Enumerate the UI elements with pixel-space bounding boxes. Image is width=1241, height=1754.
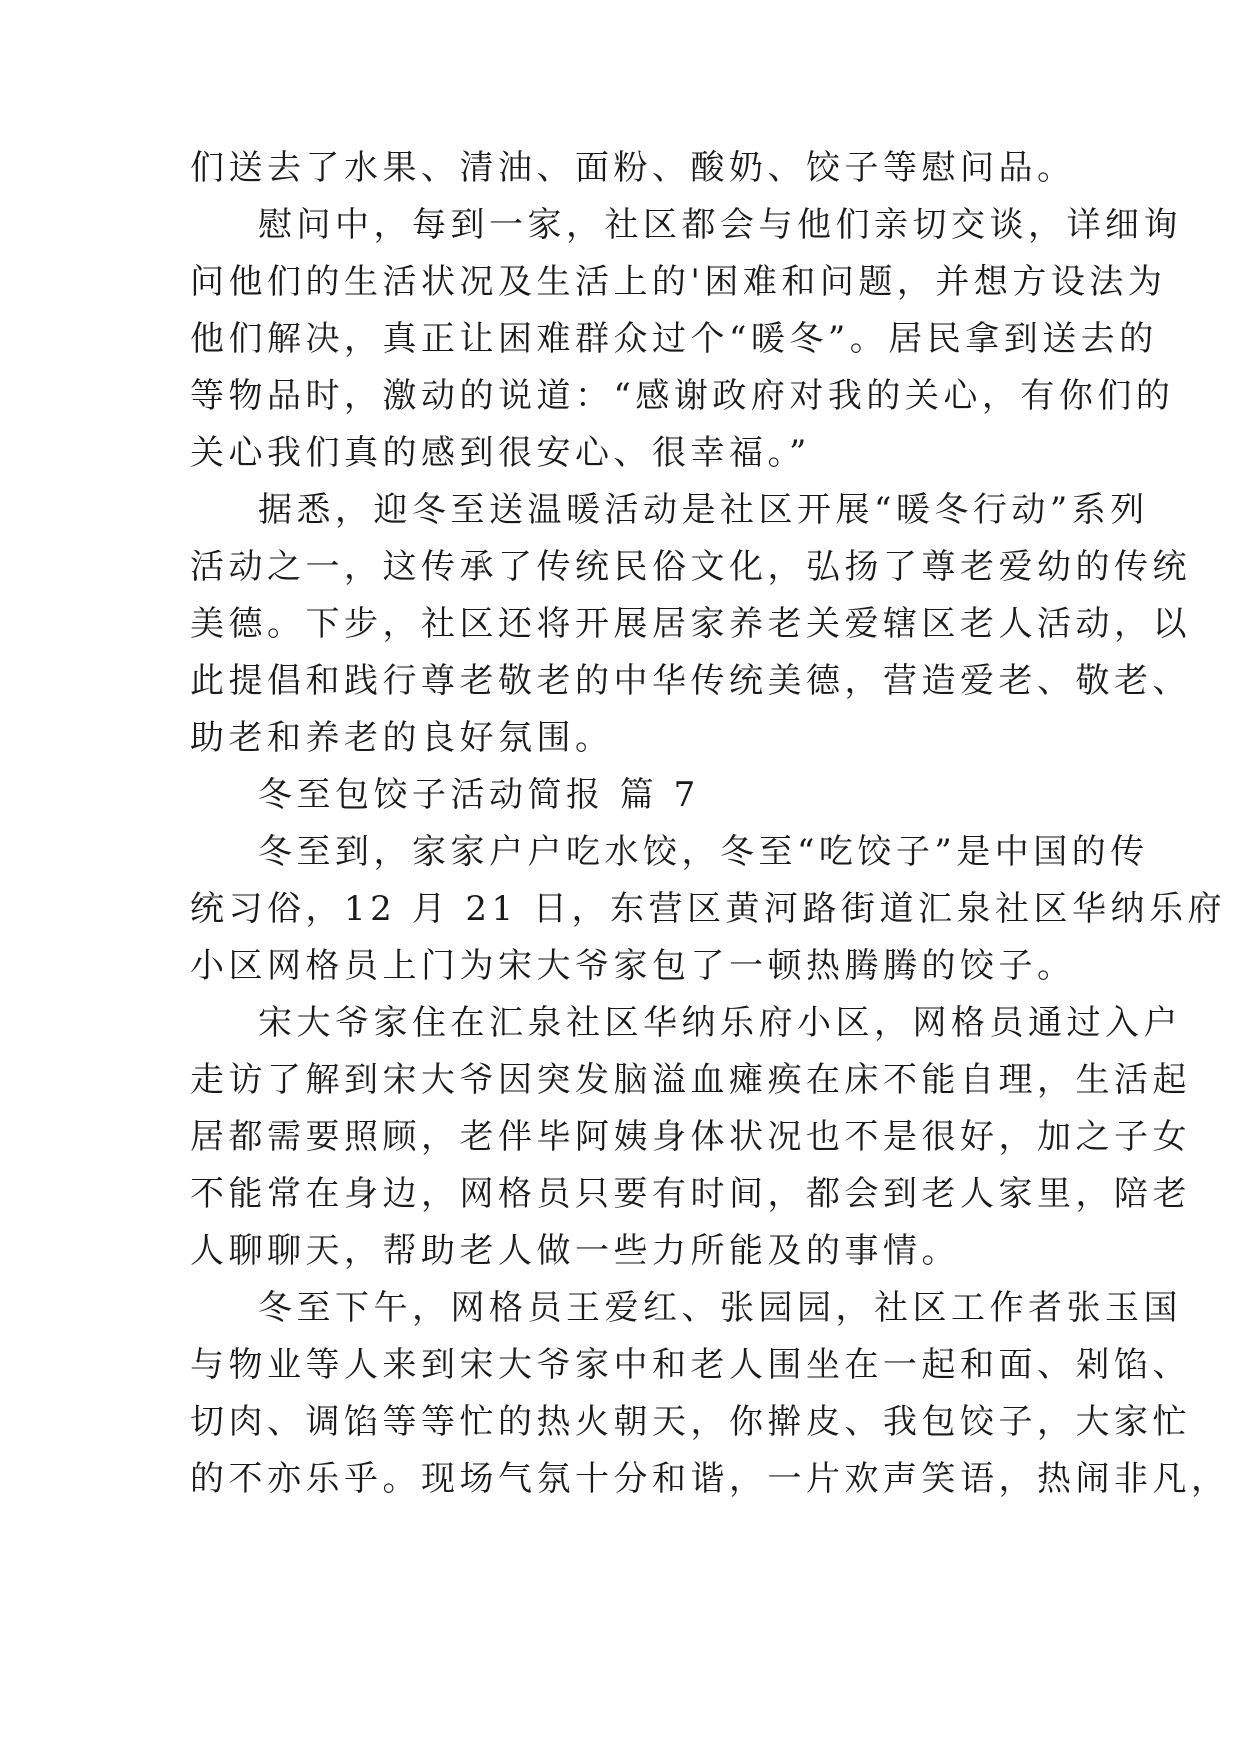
text-line: 此提倡和践行尊老敬老的中华传统美德，营造爱老、敬老、 (190, 661, 1191, 701)
text-line: 等物品时，激动的说道：“感谢政府对我的关心，有你们的 (190, 376, 1175, 416)
text-line: 据悉，迎冬至送温暖活动是社区开展“暖冬行动”系列 (258, 490, 1149, 530)
text-line: 关心我们真的感到很安心、很幸福。” (190, 433, 811, 473)
text-line: 居都需要照顾，老伴毕阿姨身体状况也不是很好，加之子女 (190, 1117, 1191, 1157)
text-line: 助老和养老的良好氛围。 (190, 718, 614, 758)
text-line: 冬至到，家家户户吃水饺，冬至“吃饺子”是中国的传 (258, 832, 1149, 872)
text-line: 冬至下午，网格员王爱红、张园园，社区工作者张玉国 (258, 1288, 1182, 1328)
text-line: 的不亦乐乎。现场气氛十分和谐，一片欢声笑语，热闹非凡， (190, 1459, 1230, 1499)
text-line: 问他们的生活状况及生活上的'困难和问题，并想方设法为 (190, 262, 1167, 302)
text-line: 慰问中，每到一家，社区都会与他们亲切交谈，详细询 (258, 205, 1182, 245)
text-line: 活动之一，这传承了传统民俗文化，弘扬了尊老爱幼的传统 (190, 547, 1191, 587)
text-line: 切肉、调馅等等忙的热火朝天，你擀皮、我包饺子，大家忙 (190, 1402, 1191, 1442)
section-heading: 冬至包饺子活动简报 篇 7 (258, 775, 700, 815)
text-line: 他们解决，真正让困难群众过个“暖冬”。居民拿到送去的 (190, 319, 1158, 359)
text-line: 与物业等人来到宋大爷家中和老人围坐在一起和面、剁馅、 (190, 1345, 1191, 1385)
text-line: 走访了解到宋大爷因突发脑溢血瘫痪在床不能自理，生活起 (190, 1060, 1191, 1100)
text-line: 小区网格员上门为宋大爷家包了一顿热腾腾的饺子。 (190, 946, 1076, 986)
text-line: 人聊聊天，帮助老人做一些力所能及的事情。 (190, 1231, 960, 1271)
text-line: 统习俗，12 月 21 日，东营区黄河路街道汇泉社区华纳乐府 (190, 889, 1226, 929)
text-line: 不能常在身边，网格员只要有时间，都会到老人家里，陪老 (190, 1174, 1191, 1214)
text-line: 们送去了水果、清油、面粉、酸奶、饺子等慰问品。 (190, 148, 1076, 188)
text-line: 宋大爷家住在汇泉社区华纳乐府小区，网格员通过入户 (258, 1003, 1182, 1043)
text-line: 美德。下步，社区还将开展居家养老关爱辖区老人活动，以 (190, 604, 1191, 644)
